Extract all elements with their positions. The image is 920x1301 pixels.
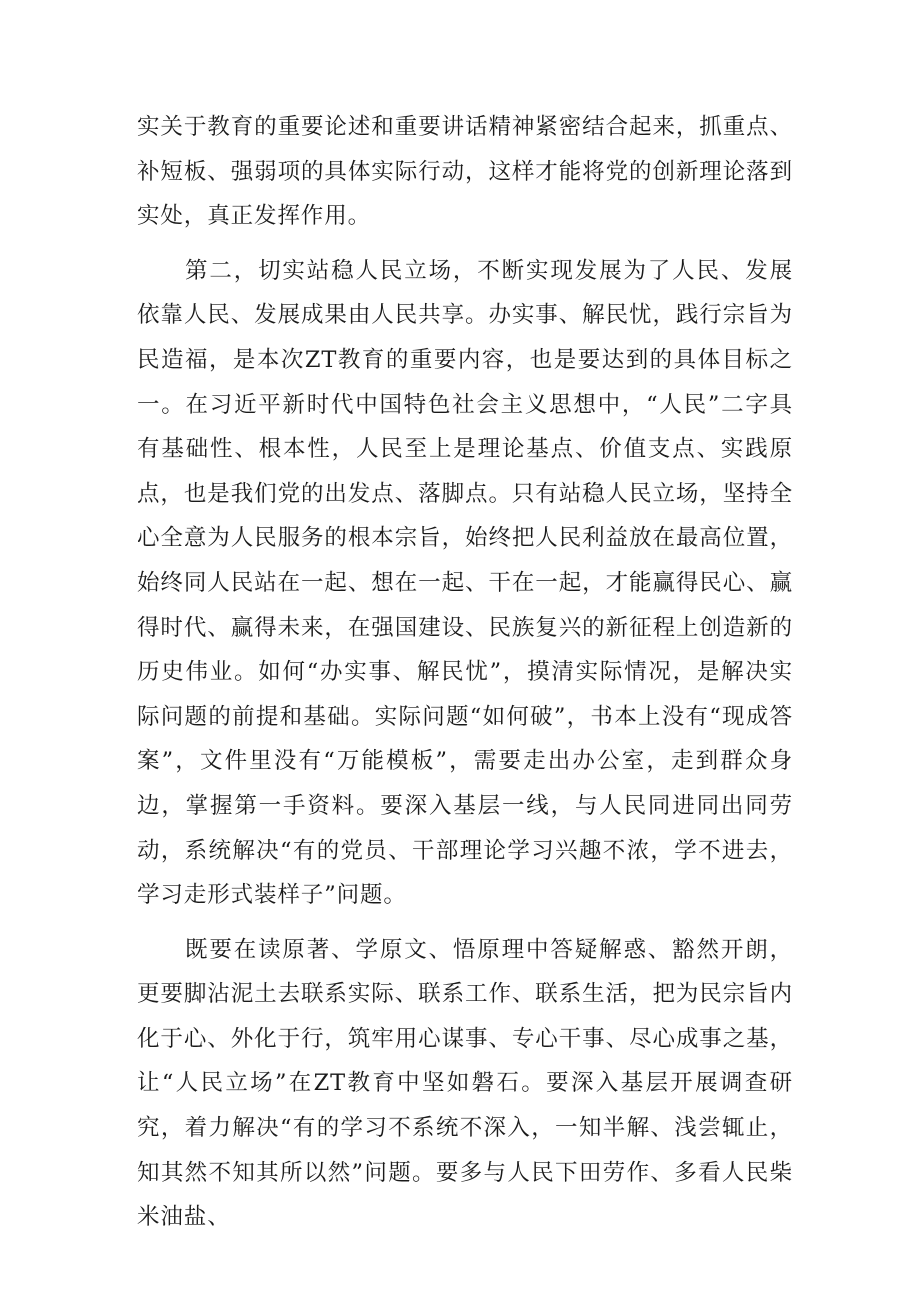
paragraph-gap xyxy=(137,239,793,249)
paragraph-gap xyxy=(137,918,793,928)
paragraph-study-practice: 既要在读原著、学原文、悟原理中答疑解惑、豁然开朗，更要脚沾泥土去联系实际、联系工作、联系生活，把为民宗旨内化于心、外化于行，筑牢用心谋事、专心干事、尽心成事之基，让“人民立场”在ZT教育中坚如磐石。要深入基层开展调查研究，着力解决“有的学习不系统不深入，一知半解、浅尝辄止，知其然不知其所以然”问题。要多与人民下田劳作、多看人民柴米油盐、 xyxy=(137,936,793,1231)
body-text xyxy=(137,105,793,1240)
paragraph-people-stance: 第二，切实站稳人民立场，不断实现发展为了人民、发展依靠人民、发展成果由人民共享。办实事、解民忧，践行宗旨为民造福，是本次ZT教育的重要内容，也是要达到的具体目标之一。在习近平新时代中国特色社会主义思想中，“人民”二字具有基础性、根本性，人民至上是理论基点、价值支点、实践原点，也是我们党的出发点、落脚点。只有站稳人民立场，坚持全心全意为人民服务的根本宗旨，始终把人民利益放在最高位置，始终同人民站在一起、想在一起、干在一起，才能赢得民心、赢得时代、赢得未来，在强国建设、民族复兴的新征程上创造新的历史伟业。如何“办实事、解民忧”，摸清实际情况，是解决实际问题的前提和基础。实际问题“如何破”，书本上没有“现成答案”，文件里没有“万能模板”，需要走出办公室，走到群众身边，掌握第一手资料。要深入基层一线，与人民同进同出同劳动，系统解决“有的党员、干部理论学习兴趣不浓，学不进去，学习走形式装样子”问题。 xyxy=(137,257,793,909)
paragraph-continuation: 实关于教育的重要论述和重要讲话精神紧密结合起来，抓重点、补短板、强弱项的具体实际行动，这样才能将党的创新理论落到实处，真正发挥作用。 xyxy=(137,114,793,230)
